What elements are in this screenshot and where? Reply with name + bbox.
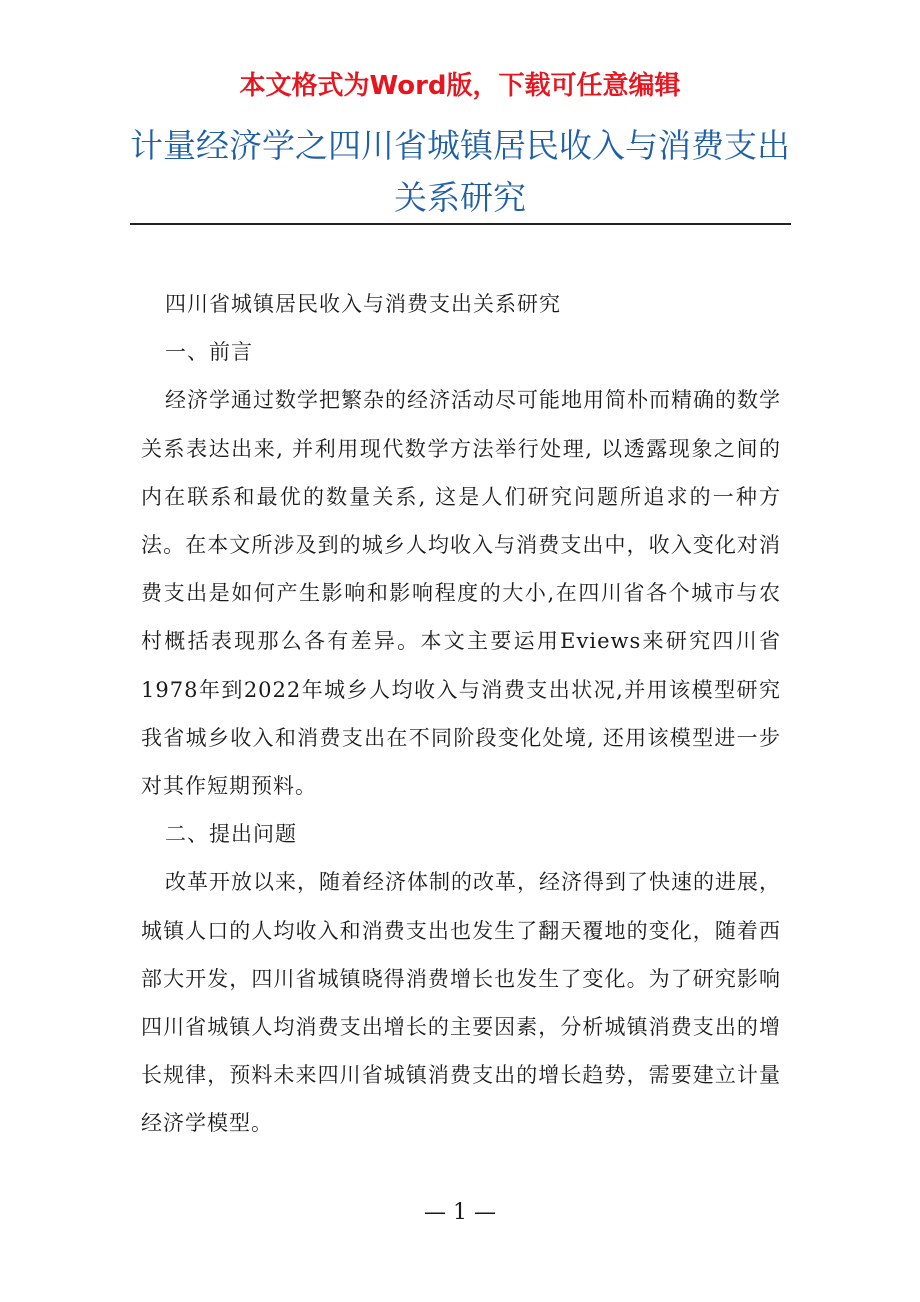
- document-title: 计量经济学之四川省城镇居民收入与消费支出关系研究: [130, 126, 790, 217]
- document-body: [141, 280, 781, 1148]
- section-heading-preface: 一、前言: [165, 340, 253, 365]
- body-paragraph: 经济学通过数学把繁杂的经济活动尽可能地用简朴而精确的数学关系表达出来, 并利用现代数学方法举行处理, 以透露现象之间的内在联系和最优的数量关系, 这是人们研究问题所追求的一种方法。在本文所涉及到的城乡人均收入与消费支出中，收入变化对消费支出是如何产生影响和影响程度的大小,在四川省各个城市与农村概括表现那么各有差异。本文主要运用Eviews来研究四川省1978年到2022年城乡人均收入与消费支出状况,并用该模型研究我省城乡收入和消费支出在不同阶段变化处境, 还用该模型进一步对其作短期预料。: [141, 388, 781, 799]
- body-paragraph: 改革开放以来，随着经济体制的改革，经济得到了快速的进展，城镇人口的人均收入和消费支出也发生了翻天覆地的变化，随着西部大开发，四川省城镇晓得消费增长也发生了变化。为了研究影响四川省城镇人均消费支出增长的主要因素，分析城镇消费支出的增长规律，预料未来四川省城镇消费支出的增长趋势，需要建立计量经济学模型。: [141, 870, 781, 1136]
- title-divider: [130, 223, 791, 225]
- format-notice-banner: 本文格式为Word版，下载可任意编辑: [239, 71, 681, 101]
- page-number: — 1 —: [424, 1200, 496, 1225]
- section-heading-problem: 二、提出问题: [165, 822, 297, 847]
- body-heading: 四川省城镇居民收入与消费支出关系研究: [165, 292, 561, 316]
